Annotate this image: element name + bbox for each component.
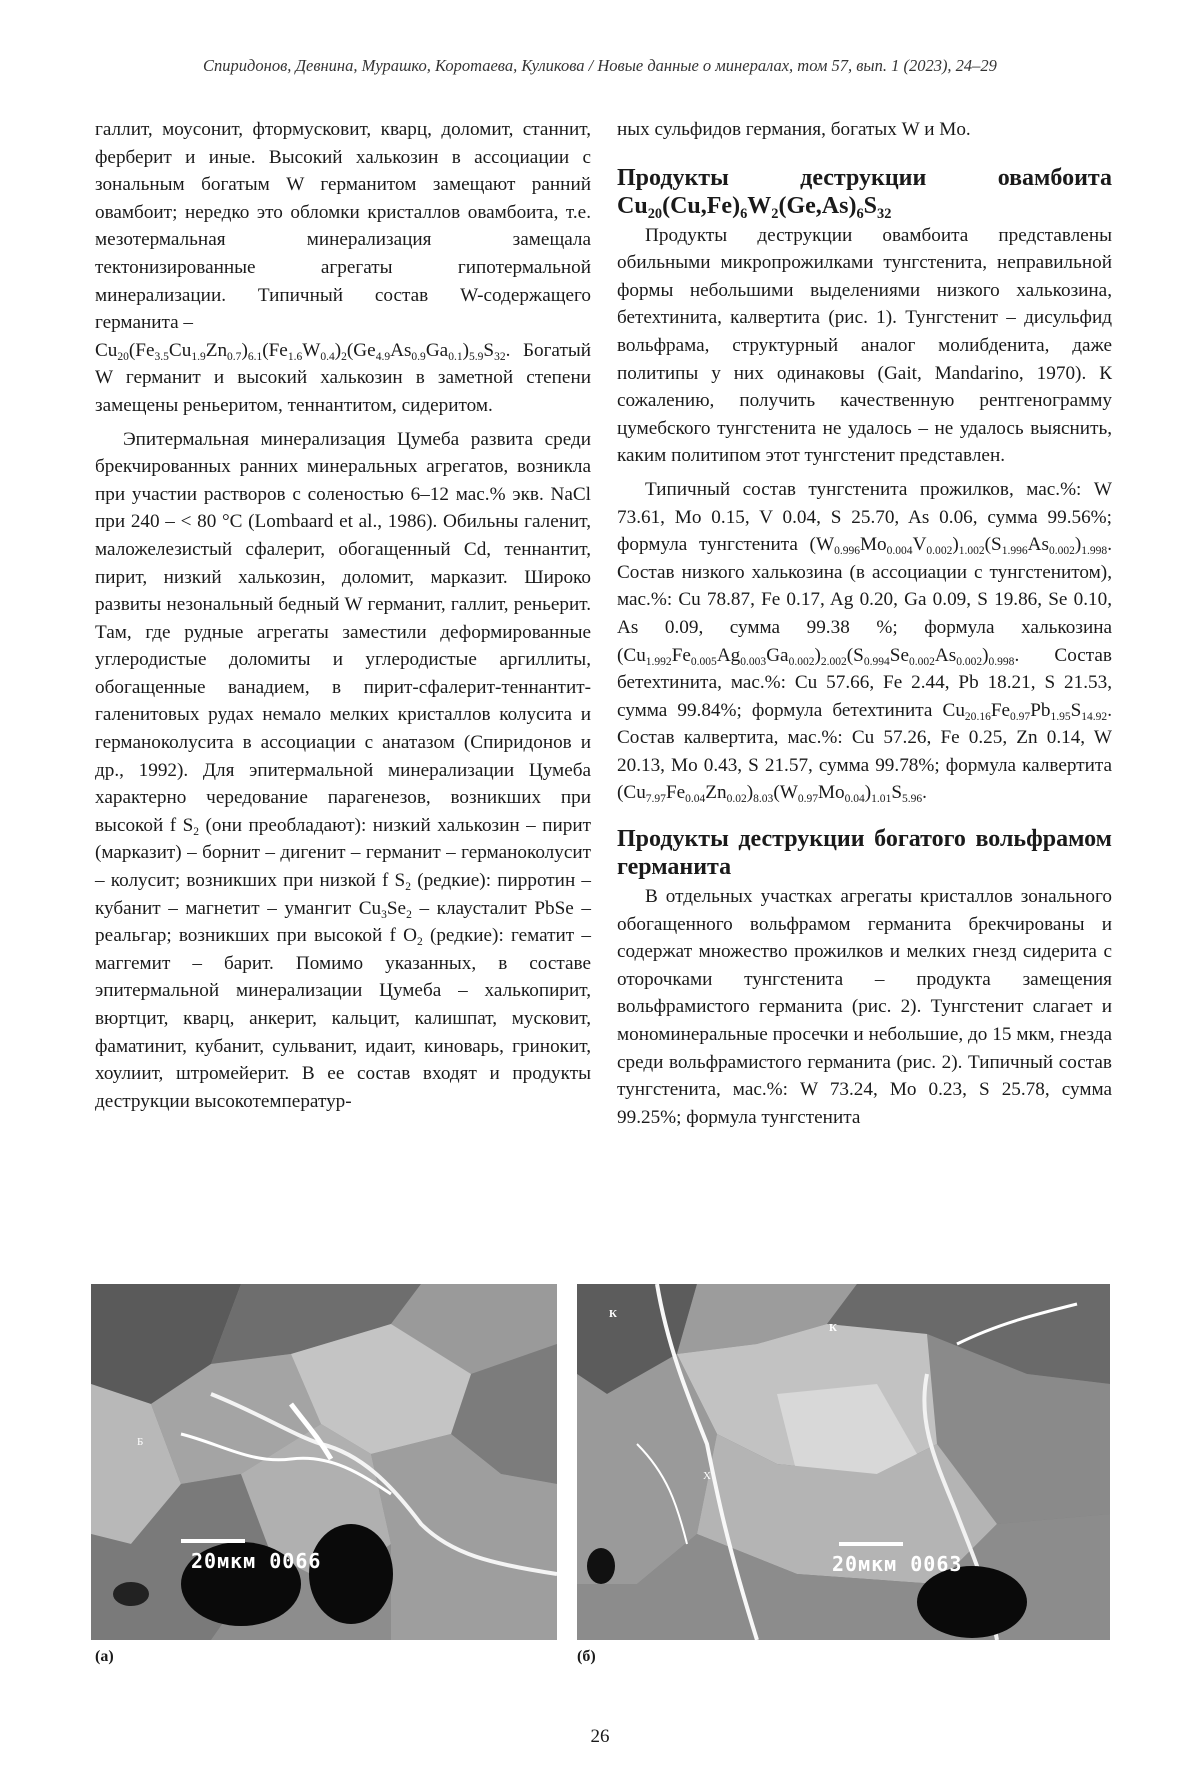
- mineral-marker: Б: [137, 1436, 144, 1448]
- section-heading: Продукты деструкции богатого вольфрамом германита: [617, 826, 1112, 881]
- figure-a-bse-image: [91, 1284, 557, 1640]
- mineral-marker-k: К: [609, 1308, 617, 1320]
- figure-b-bse-image: [577, 1284, 1110, 1640]
- paragraph: [95, 116, 591, 337]
- figure-a-label: (а): [95, 1648, 114, 1665]
- paragraph: Эпитермальная минерализация Цумеба развита среди брекчированных ранних минеральных агрегатов, возникла при участии растворов с соленостью 6–12 мас.% экв. NaCl при 240 – < 80 °C (Lombaard et al., 1986). Обильны галенит, маложелезистый сфалерит, обогащенный Cd, теннантит, пирит, низкий халькозин, доломит, марказит. Широко развиты незональный бедный W германит, галлит, реньерит. Там, где рудные агрегаты заместили деформированные углеродистые доломиты и углеродистые аргиллиты, обогащенные ванадием, в пирит-сфалерит-теннантит-галенитовых рудах немало мелких кристаллов колусита и германоколусита в ассоциации с анатазом (Спиридонов и др., 1992). Для эпитермальной минерализации Цумеба характерно чередование парагенезов, возникших при высокой f $S_2$ (они преобладают): низкий халькозин – пирит (марказит) – борнит – дигенит – германит – германоколусит – колусит; возникших при низкой f $S_2$ (редкие): пирротин – кубанит – магнетит – умангит $Cu_3Se_2$ – клаусталит PbSe – реальгар; возникших при высокой f $O_2$ (редкие): гематит – маггемит – барит. Помимо указанных, в составе эпитермальной минерализации Цумеба – халькопирит, вюртцит, кварц, анкерит, кальцит, калишпат, мусковит, фаматинит, кубанит, сульванит, идаит, киноварь, гринокит, хоулиит, штромейерит. В ее состав входят и продукты деструкции высокотемператур-: [95, 428, 591, 1112]
- mineral-marker-x: Х: [703, 1470, 711, 1482]
- paragraph: ных сульфидов германия, богатых W и Mo.: [617, 119, 971, 140]
- micrograph-b: [577, 1284, 1110, 1640]
- paragraph-text: Богатый W германит и высокий халькозин в заметной степени замещены реньеритом, теннантитом, сидеритом.: [95, 339, 591, 416]
- paragraph: Типичный состав тунгстенита прожилков, мас.%: W 73.61, Mo 0.15, V 0.04, S 25.70, As 0.06, сумма 99.56%; формула тунгстенита $(W_{0.996}Mo_{0.004}V_{0.002})_{1.002}(S_{1.996}As_{0.002})_{1.998}$. Состав низкого халькозина (в ассоциации с тунгстенитом), мас.%: Cu 78.87, Fe 0.17, Ag 0.20, Ga 0.09, S 19.86, Se 0.10, As 0.09, сумма 99.38 %; формула халькозина $(Cu_{1.992}Fe_{0.005}Ag_{0.003}Ga_{0.002})_{2.002}(S_{0.994}Se_{0.002}As_{0.002})_{0.998}$. Состав бетехтинита, мас.%: Cu 57.66, Fe 2.44, Pb 18.21, S 21.53, сумма 99.84%; формула бетехтинита $Cu_{20.16}Fe_{0.97}Pb_{1.95}S_{14.92}$. Состав калвертита, мас.%: Cu 57.26, Fe 0.25, Zn 0.14, W 20.13, Mo 0.43, S 21.57, сумма 99.78%; формула калвертита $(Cu_{7.97}Fe_{0.04}Zn_{0.02})_{8.03}(W_{0.97}Mo_{0.04})_{1.01}S_{5.96}$.: [617, 478, 1112, 806]
- right-column: [617, 116, 1112, 1131]
- mineral-marker-k: К: [829, 1322, 837, 1334]
- micrograph-a: [91, 1284, 557, 1640]
- running-header: Спиридонов, Девнина, Мурашко, Коротаева, Куликова / Новые данные о минералах, том 57, вып. 1 (2023), 24–29: [203, 56, 997, 75]
- paragraph: В отдельных участках агрегаты кристаллов зонального обогащенного вольфрамом германита брекчированы и содержат множество прожилков и мелких гнезд сидерита с оторочками тунгстенита – продукта замещения вольфрамистого германита (рис. 2). Тунгстенит слагает и мономинеральные просечки и небольшие, до 15 мкм, гнезда среди вольфрамистого германита (рис. 2). Типичный состав тунгстенита, мас.%: W 73.24, Mo 0.23, S 25.78, сумма 99.25%; формула тунгстенита: [617, 886, 1112, 1128]
- left-column: [95, 116, 591, 1115]
- section-heading: Продукты деструкции овамбоита $Cu_{20}(Cu,Fe)_6W_2(Ge,As)_6S_{32}$: [617, 164, 1112, 222]
- figure-b-label: (б): [577, 1648, 596, 1665]
- scale-bar-label: 20мкм 0066: [191, 1549, 322, 1573]
- formula: $Cu_{20}(Fe_{3.5}Cu_{1.9}Zn_{0.7})_{6.1}(Fe_{1.6}W_{0.4})_2(Ge_{4.9}As_{0.9}Ga_{0.1})_{5.9}S_{32}$. Богатый W германит и высокий халькозин в заметной степени замещены реньеритом, теннантитом, сидеритом.: [95, 339, 591, 416]
- paragraph-text: галлит, моусонит, фтормусковит, кварц, доломит, станнит, ферберит и иные. Высокий халькозин в ассоциации с зональным богатым W германитом замещают ранний овамбоит; нередко это обломки кристаллов овамбоита, т.е. мезотермальная минерализация замещала тектонизированные агрегаты гипотермальной минерализации. Типичный состав W-содержащего германита –: [95, 119, 591, 334]
- scale-bar-label: 20мкм 0063: [832, 1552, 963, 1576]
- paragraph: Продукты деструкции овамбоита представлены обильными микропрожилками тунгстенита, неправильной формы небольшими выделениями низкого халькозина, бетехтинита, калвертита (рис. 1). Тунгстенит – дисульфид вольфрама, структурный аналог молибденита, даже политипы у них одинаковы (Gait, Mandarino, 1970). К сожалению, получить качественную рентгенограмму цумебского тунгстенита не удалось – не удалось выяснить, каким политипом этот тунгстенит представлен.: [617, 224, 1112, 467]
- page-number: 26: [590, 1726, 610, 1747]
